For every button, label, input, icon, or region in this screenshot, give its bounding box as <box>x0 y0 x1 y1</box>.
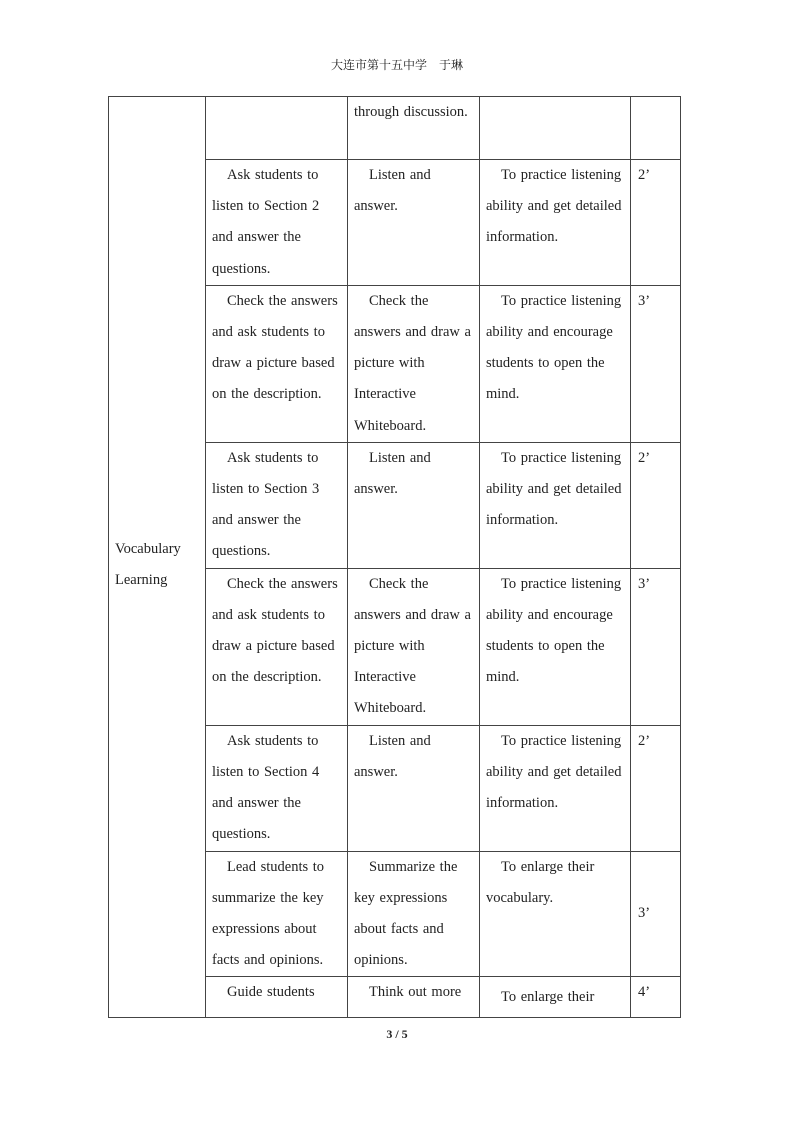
teacher-activity-cell: Check the answers and ask students to draw a picture based on the description. <box>206 285 348 442</box>
teacher-activity-cell: Check the answers and ask students to draw a picture based on the description. <box>206 568 348 725</box>
student-activity-cell: Check the answers and draw a picture with Interactive Whiteboard. <box>348 568 480 725</box>
time-cell: 3’ <box>631 568 681 725</box>
purpose-cell <box>480 97 631 160</box>
student-activity-cell: Listen and answer. <box>348 160 480 286</box>
teacher-activity-cell: Ask students to listen to Section 3 and answer the questions. <box>206 442 348 568</box>
purpose-cell: To practice listening ability and get detailed information. <box>480 442 631 568</box>
student-activity-cell: through discussion. <box>348 97 480 160</box>
stage-cell <box>109 97 206 1018</box>
teacher-activity-cell: Ask students to listen to Section 4 and answer the questions. <box>206 725 348 851</box>
page-header: 大连市第十五中学 于琳 <box>330 58 463 72</box>
student-activity-cell: Listen and answer. <box>348 442 480 568</box>
purpose-cell: To practice listening ability and get detailed information. <box>480 725 631 851</box>
time-cell <box>631 97 681 160</box>
time-cell: 2’ <box>631 442 681 568</box>
table-row <box>109 97 681 160</box>
lesson-plan-table <box>108 96 681 1018</box>
teacher-activity-cell <box>206 97 348 160</box>
student-activity-cell: Summarize the key expressions about facts and opinions. <box>348 851 480 977</box>
time-cell: 2’ <box>631 160 681 286</box>
student-activity-cell: Listen and answer. <box>348 725 480 851</box>
time-cell: 3’ <box>631 285 681 442</box>
teacher-activity-cell: Guide students <box>206 977 348 1018</box>
student-activity-cell: Think out more <box>348 977 480 1018</box>
page-number: 3 / 5 <box>386 1027 408 1041</box>
time-cell: 2’ <box>631 725 681 851</box>
purpose-cell: To enlarge their <box>480 977 631 1018</box>
time-cell: 3’ <box>631 851 681 977</box>
purpose-cell: To practice listening ability and encourage students to open the mind. <box>480 285 631 442</box>
student-activity-cell: Check the answers and draw a picture with Interactive Whiteboard. <box>348 285 480 442</box>
time-cell: 4’ <box>631 977 681 1018</box>
purpose-cell: To practice listening ability and encourage students to open the mind. <box>480 568 631 725</box>
teacher-activity-cell: Lead students to summarize the key expressions about facts and opinions. <box>206 851 348 977</box>
purpose-cell: To enlarge their vocabulary. <box>480 851 631 977</box>
purpose-cell: To practice listening ability and get detailed information. <box>480 160 631 286</box>
stage-label: Vocabulary Learning <box>115 541 181 589</box>
teacher-activity-cell: Ask students to listen to Section 2 and answer the questions. <box>206 160 348 286</box>
